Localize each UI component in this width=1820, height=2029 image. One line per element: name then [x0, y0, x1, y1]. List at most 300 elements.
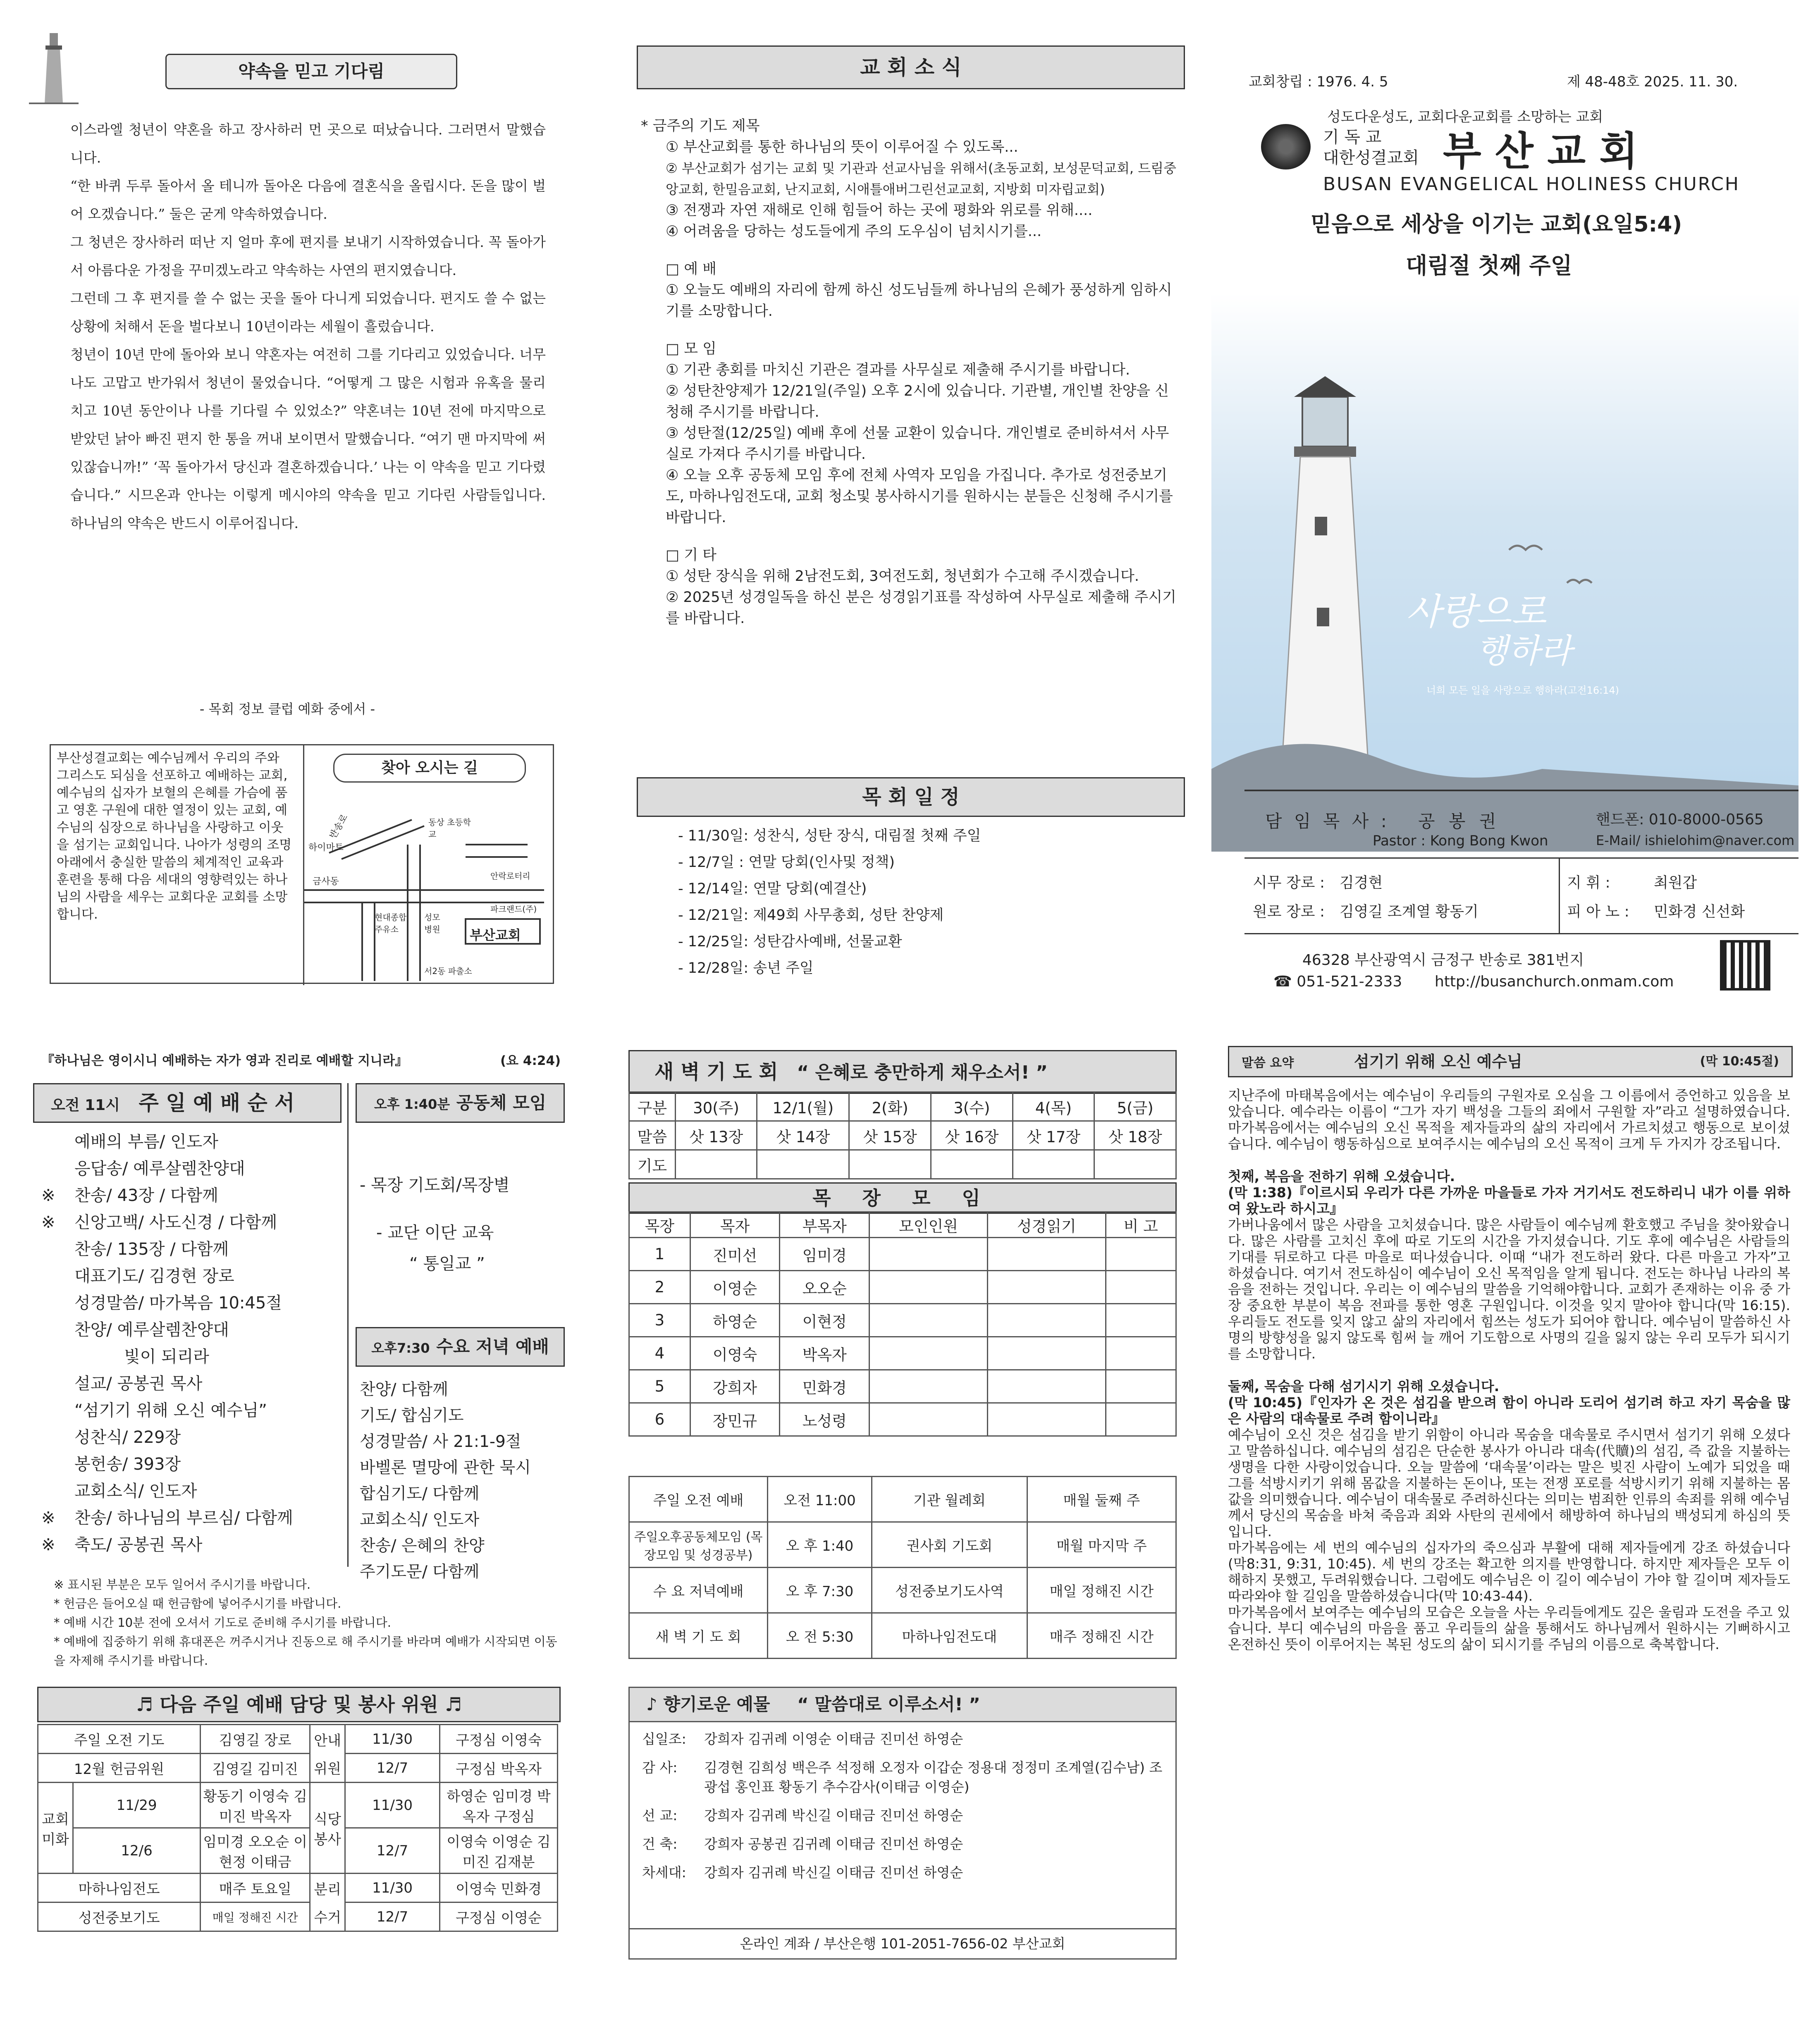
- offering-label: 감 사:: [642, 1759, 678, 1776]
- next-week-title: ♬ 다음 주일 예배 담당 및 봉사 위원 ♬: [37, 1687, 561, 1722]
- offering-label: 건 축:: [642, 1836, 678, 1852]
- cell: 성전중보기도: [38, 1902, 201, 1931]
- staff-label: 지 휘 :: [1567, 874, 1610, 891]
- order-item: [41, 1317, 339, 1344]
- cell: 안내: [310, 1725, 345, 1754]
- news-item: ② 2025년 성경일독을 하신 분은 성경읽기표를 작성하여 사무실로 제출해 주시기를 바랍니다.: [666, 589, 1176, 627]
- issue-number: 제 48-48호 2025. 11. 30.: [1567, 74, 1738, 90]
- map-label: 동상 초등학교: [428, 817, 471, 839]
- cell: [1106, 1337, 1176, 1370]
- cell: 민화경: [780, 1370, 869, 1403]
- cell: [869, 1370, 988, 1403]
- cell: 하영순: [690, 1304, 780, 1337]
- cell: [869, 1304, 988, 1337]
- schedule-item: - 12/7일 : 연말 당회(인사및 정책): [678, 854, 895, 871]
- story-source: - 목회 정보 클럽 예화 중에서 -: [199, 701, 375, 717]
- order-text: 예배의 부름/ 인도자: [74, 1132, 219, 1151]
- sermon-paragraph: 가버나움에서 많은 사람을 고치셨습니다. 많은 사람들이 예수님께 환호했고 주님을 찾아왔습니다. 많은 사람를 고치신 후에 따로 기도의 시간을 가지셨습니다. 기도 후에 예수님은 사람들의 기대를 뒤로하고 다른 마을로 떠나셨습니다. 이때 “내가 전도하러 왔다. 다른 마을고 가자”고 하셨습니다. 여기서 전도하심이 예수님이 오신 목적임을 알게 됩니다. 전도는 하나님 나라의 복음을 전하는 것입니다. 우리는 이 예수님의 말씀을 기억해야합니다. 교회가 존재하는 이유 중 가장 중요한 부분이 복음 전파를 통한 영혼 구원입니다. 이것을 잊지 말아야 합니다(막 16:15). 우리들도 전도를 잊지 않고 삶의 자리에서 힘쓰는 성도가 되어야 합니다. 예수님이 말씀하신 사명의 방향성을 잃지 않도록 힘써 늘 깨어 기도함으로 사명의 길을 잃지 않는 우리 모두가 되시기를 소망합니다.: [1228, 1217, 1790, 1362]
- wed-item: 교회소식/ 인도자: [360, 1511, 480, 1529]
- cell: 구정심 이영숙: [440, 1725, 558, 1754]
- story-paragraph: 그런데 그 후 편지를 쓸 수 없는 곳을 돌아 다니게 되었습니다. 편지도 쓸 수 없는 상황에 처해서 돈을 벌다보니 10년이라는 세월이 흘렀습니다.: [70, 290, 546, 334]
- order-item: [41, 1290, 339, 1317]
- cell: 기관 월례회: [872, 1477, 1027, 1522]
- cell: [987, 1403, 1106, 1436]
- times-table: [628, 1476, 1177, 1659]
- wed-header: [356, 1327, 565, 1367]
- cell: 매월 둘째 주: [1027, 1477, 1176, 1522]
- cell: 11/30: [345, 1874, 440, 1902]
- cell: 교회 미화: [38, 1783, 73, 1874]
- wed-list: [360, 1377, 558, 1585]
- sunday-title: 대림절 첫째 주일: [1406, 253, 1572, 279]
- map-label: 반송로: [327, 812, 350, 841]
- cell: 이현정: [780, 1304, 869, 1337]
- offering-header: [630, 1688, 1175, 1722]
- sermon-header: [1228, 1046, 1793, 1077]
- cell: 황동기 이영숙 김미진 박옥자: [201, 1783, 310, 1828]
- cell: 목장: [629, 1212, 690, 1238]
- cell: 부목자: [780, 1212, 869, 1238]
- cell: 주일 오전 기도: [38, 1725, 201, 1754]
- main-order-list: [41, 1129, 339, 1559]
- staff-grid: [1244, 857, 1799, 934]
- church-tel: ☎ 051-521-2333: [1273, 973, 1402, 990]
- section-heading: □ 예 배: [666, 261, 717, 277]
- staff-box: [1244, 790, 1799, 1014]
- main-title: 주 일 예 배 순 서: [139, 1091, 295, 1115]
- news-item: ① 기관 총회를 마치신 기관은 결과를 사무실로 제출해 주시기를 바랍니다.: [666, 362, 1130, 378]
- wed-item: 기도/ 합심기도: [360, 1406, 464, 1425]
- story-paragraph: 이스라엘 청년이 약혼을 하고 장사하러 먼 곳으로 떠났습니다. 그러면서 말했습니다.: [70, 122, 546, 166]
- cell: 수거: [310, 1902, 345, 1931]
- church-slogan: 믿음으로 세상을 이기는 교회(요일5:4): [1311, 212, 1682, 237]
- news-item: ② 성탄찬양제가 12/21일(주일) 오후 2시에 있습니다. 기관별, 개인별 찬양을 신청해 주시기를 바랍니다.: [666, 383, 1169, 420]
- cell: 목자: [690, 1212, 780, 1238]
- cell: 김영길 김미진: [201, 1754, 310, 1783]
- offering-label: 차세대:: [642, 1864, 686, 1881]
- offering-names: 강희자 김귀례 박신길 이태금 진미선 하영순: [704, 1807, 963, 1824]
- story-paragraph: 그 청년은 장사하러 떠난 지 얼마 후에 편지를 보내기 시작하였습니다. 꼭 돌아가서 아름다운 가정을 꾸미겠노라고 약속하는 사연의 편지였습니다.: [70, 234, 546, 278]
- cell: 3: [629, 1304, 690, 1337]
- sermon-paragraph: 마가복음에는 세 번의 예수님의 십자가의 죽으심과 부활에 대해 제자들에게 강조 하셨습니다(막8:31, 9:31, 10:45). 세 번의 강조는 확고한 의지를 반영합니다. 하지만 제자들은 모두 이해하지 못했고, 두려워했습니다. 그럼에도 예수님은 이 길이 예수님이 가야 할 길이며 제자들도 따라와야 할 길임을 말씀하셨습니다(막 10:43-44).: [1228, 1540, 1790, 1604]
- cell: [1013, 1150, 1094, 1179]
- denomination-line2: 대한성결교회: [1323, 148, 1419, 167]
- cell: 오오순: [780, 1271, 869, 1304]
- dawn-theme: “ 은혜로 충만하게 채우소서! ”: [797, 1062, 1048, 1083]
- cell: 3(수): [931, 1092, 1013, 1121]
- offering-names: 김경현 김희성 백은주 석정해 오정자 이갑순 정용대 정정미 조계열(김수남) 조광섭 홍인표 황동기 추수감사(이태금 이영순): [704, 1759, 1163, 1795]
- order-item: [41, 1370, 339, 1397]
- church-english-name: BUSAN EVANGELICAL HOLINESS CHURCH: [1323, 174, 1740, 195]
- map-label: 하이마트: [308, 843, 344, 853]
- cell: [987, 1337, 1106, 1370]
- cell: 오 전 5:30: [768, 1613, 872, 1659]
- order-text: 설교/ 공봉권 목사: [74, 1374, 203, 1393]
- offering-names: 강희자 공봉권 김귀례 이태금 진미선 하영순: [704, 1836, 963, 1852]
- cell: 오 후 7:30: [768, 1568, 872, 1613]
- email: E-Mail/ ishielohim@naver.com: [1596, 833, 1795, 848]
- sermon-heading: 둘째, 목숨을 다해 섬기시기 위해 오셨습니다.: [1228, 1378, 1500, 1394]
- prayer-item: ③ 전쟁과 자연 재해로 인해 힘들어 하는 곳에 평화와 위로를 위해....: [666, 202, 1093, 219]
- staff-label: 시무 장로 :: [1253, 874, 1325, 891]
- order-text: 빛이 되리라: [124, 1347, 209, 1366]
- news-item: ③ 성탄절(12/25일) 예배 후에 선물 교환이 있습니다. 개인별로 준비하셔서 사무실로 가져다 주시기를 바랍니다.: [666, 425, 1169, 463]
- stand-mark: ※: [41, 1535, 55, 1554]
- schedule-item: - 12/14일: 연말 당회(예결산): [678, 881, 867, 897]
- worship-notes: [54, 1575, 558, 1670]
- cell: 6: [629, 1403, 690, 1436]
- map-label: 금사동: [313, 876, 339, 887]
- sermon-paragraph: 예수님이 오신 것은 섬김을 받기 위함이 아니라 목숨을 대속물로 주시면서 섬기기 위해 오셨다고 말씀하십니다. 예수님의 섬김은 단순한 봉사가 아니라 대속(代贖)의 섬김, 즉 값을 지불하는 생명을 다한 사랑이었습니다. 오늘 말씀에 ‘대속물’이라는 말은 빚진 사람이 노예가 되었을 때 그를 석방시키기 위해 몸값을 지불하는 돈이나, 또는 전쟁 포로를 석방시키기 위해 지불하는 몸값을 의미했습니다. 예수님이 대속물로 주려하신다는 의미는 범죄한 인류의 속죄를 위해 예수님께서 당신의 목숨을 바쳐 죽음과 죄와 사탄의 권세에서 해방하여 하나님의 백성되게 하심의 뜻입니다.: [1228, 1427, 1790, 1540]
- order-text: 신앙고백/ 사도신경 / 다함께: [74, 1213, 277, 1232]
- cell: 12/7: [345, 1828, 440, 1874]
- schedule-item: - 12/28일: 송년 주일: [678, 960, 814, 976]
- cell: 삿 15장: [849, 1121, 931, 1150]
- staff-value: 민화경 신선화: [1654, 903, 1745, 920]
- cell: 2: [629, 1271, 690, 1304]
- schedule-item: - 12/25일: 성탄감사예배, 선물교환: [678, 933, 902, 950]
- cell: [1094, 1150, 1176, 1179]
- section-heading: □ 모 임: [666, 341, 717, 357]
- founded-date: 교회창립 : 1976. 4. 5: [1249, 74, 1388, 90]
- cell: 위원: [310, 1754, 345, 1783]
- cell: [675, 1150, 757, 1179]
- cell: 삿 16장: [931, 1121, 1013, 1150]
- cell: 모인인원: [869, 1212, 988, 1238]
- cell: [757, 1150, 849, 1179]
- sermon-verse: (막 10:45)『인자가 온 것은 섬김을 받으려 함이 아니라 도리어 섬기려 하고 자기 목숨을 많은 사람의 대속물로 주려 함이니라』: [1228, 1394, 1790, 1427]
- order-item: [41, 1129, 339, 1155]
- staff-value: 김경현: [1340, 874, 1383, 891]
- order-item: [41, 1209, 339, 1236]
- cell: 12/6: [73, 1828, 201, 1874]
- news-item: ① 성탄 장식을 위해 2남전도회, 3여전도회, 청년회가 수고해 주시겠습니다.: [666, 568, 1139, 585]
- cell: 구분: [629, 1092, 676, 1121]
- art-text-line1: 사랑으로: [1406, 590, 1547, 633]
- cell: 임미경: [780, 1238, 869, 1271]
- cell: 장민규: [690, 1403, 780, 1436]
- art-verse: 너희 모든 일을 사랑으로 행하라(고전16:14): [1426, 685, 1619, 696]
- lighthouse-illustration: [1211, 294, 1799, 852]
- cell: [1106, 1304, 1176, 1337]
- sermon-body: [1228, 1087, 1790, 1652]
- cell: 권사회 기도회: [872, 1522, 1027, 1568]
- story-body: [70, 116, 546, 537]
- sermon-label: 말씀 요약: [1242, 1056, 1294, 1070]
- cover-panel: [1211, 62, 1799, 1013]
- worship-verse: 『하나님은 영이시니 예배하는 자가 영과 진리로 예배할 지니라』: [41, 1053, 408, 1068]
- cell: 김영길 장로: [201, 1725, 310, 1754]
- offering-theme: “ 말씀대로 이루소서! ”: [797, 1694, 980, 1714]
- wed-item: 바벨론 멸망에 관한 묵시: [360, 1458, 531, 1477]
- cell: 매주 토요일: [201, 1874, 310, 1902]
- cell: [869, 1403, 988, 1436]
- stand-mark: ※: [41, 1186, 55, 1205]
- sermon-panel: [1224, 1046, 1799, 2009]
- wed-title: 수요 저녁 예배: [436, 1337, 549, 1357]
- cell: 성경읽기: [987, 1212, 1106, 1238]
- cell: [1106, 1238, 1176, 1271]
- cell: [869, 1271, 988, 1304]
- order-item: [41, 1505, 339, 1532]
- schedule-title: 목 회 일 정: [637, 777, 1185, 817]
- offering-list: [642, 1729, 1167, 1882]
- cell: 구정심 이영순: [440, 1902, 558, 1931]
- cell: [849, 1150, 931, 1179]
- order-item: [41, 1236, 339, 1263]
- story-panel: [25, 29, 550, 732]
- offering-title: ♪ 향기로운 예물: [646, 1694, 770, 1714]
- cell: [987, 1271, 1106, 1304]
- pm-header: [356, 1083, 565, 1123]
- cell: 새 벽 기 도 회: [629, 1613, 768, 1659]
- cell: 삿 18장: [1094, 1121, 1176, 1150]
- pm-title: 공동체 모임: [456, 1093, 547, 1113]
- offering-names: 강희자 김귀례 이영순 이태금 진미선 하영순: [704, 1731, 963, 1747]
- church-motto: 성도다운성도, 교회다운교회를 소망하는 교회: [1327, 109, 1603, 125]
- schedule-item: - 11/30일: 성찬식, 성탄 장식, 대림절 첫째 주일: [678, 828, 981, 844]
- section-heading: □ 기 타: [666, 547, 717, 563]
- staff-label: 원로 장로 :: [1253, 903, 1325, 920]
- pastor-name: 공 봉 권: [1418, 811, 1500, 831]
- cover-art: [1211, 294, 1799, 852]
- cell: 마하나임전도: [38, 1874, 201, 1902]
- sermon-paragraph: 지난주에 마태복음에서는 예수님이 우리들의 구원자로 오심을 그 이름에서 증언하고 있음을 보았습니다. 예수라는 이름이 “그가 자기 백성을 그들의 죄에서 구원할 자”라고 설명하였습니다. 마가복음에서는 예수님의 오신 목적을 제자들과의 삶의 자리에서 가르치셨고 행동으로 보이셨습니다. 예수님이 행동하심으로 보여주시는 예수님의 오신 목적이 크게 두 가지가 강조됩니다.: [1228, 1087, 1790, 1152]
- order-item: [41, 1478, 339, 1505]
- order-item: [41, 1397, 339, 1424]
- wed-item: 성경말씀/ 사 21:1-9절: [360, 1432, 521, 1451]
- staff-label: 피 아 노 :: [1567, 903, 1629, 920]
- cell: 이영숙 이영순 김미진 김재분: [440, 1828, 558, 1874]
- order-item: [41, 1155, 339, 1182]
- cell: 12/1(월): [757, 1092, 849, 1121]
- map-label: 파크랜드(주): [490, 904, 537, 914]
- cell: 하영순 임미경 박옥자 구정심: [440, 1783, 558, 1828]
- prayer-item: ② 부산교회가 섬기는 교회 및 기관과 선교사님을 위해서(초동교회, 보성문덕교회, 드림중앙교회, 한밀음교회, 난지교회, 시애틀애버그린선교교회, 지방회 미자립교회): [666, 160, 1176, 197]
- bank-account: 온라인 계좌 / 부산은행 101-2051-7656-02 부산교회: [630, 1928, 1175, 1958]
- cell: 말씀: [629, 1121, 676, 1150]
- cell: 매일 정해진 시간: [1027, 1568, 1176, 1613]
- news-item: ④ 오늘 오후 공동체 모임 후에 전체 사역자 모임을 가집니다. 추가로 성전중보기도, 마하나임전도대, 교회 청소및 봉사하시기를 원하시는 분들은 신청해 주시기를 바랍니다.: [666, 467, 1173, 526]
- cell: [869, 1238, 988, 1271]
- stand-mark: ※: [41, 1509, 55, 1528]
- cell: 강희자: [690, 1370, 780, 1403]
- story-title: 약속을 믿고 기다림: [165, 54, 457, 89]
- story-paragraph: 청년이 10년 만에 돌아와 보니 약혼자는 여전히 그를 기다리고 있었습니다. 너무나도 고맙고 반가워서 청년이 물었습니다. “어떻게 그 많은 시험과 유혹을 물리치고 10년 동안이나 나를 기다릴 수 있었소?” 약혼녀는 10년 전에 마지막으로 받았던 낡아 빠진 편지 한 통을 꺼내 보이면서 말했습니다. “여기 맨 마지막에 써있잖습니까!” ‘꼭 돌아가서 당신과 결혼하겠습니다.’ 나는 이 약속을 믿고 기다렸습니다.” 시므온과 안나는 이렇게 메시야의 약속을 믿고 기다린 사람들입니다. 하나님의 약속은 반드시 이루어집니다.: [70, 346, 546, 531]
- cell: 이영숙 민화경: [440, 1874, 558, 1902]
- order-text: 찬송/ 135장 / 다함께: [74, 1240, 229, 1259]
- pm-time: 오후 1:40분: [374, 1096, 450, 1112]
- staff-value: 김영길 조계열 황동기: [1340, 903, 1478, 920]
- schedule-list: [678, 823, 981, 981]
- cell: 4: [629, 1337, 690, 1370]
- news-item: ① 오늘도 예배의 자리에 함께 하신 성도님들께 하나님의 은혜가 풍성하게 임하시기를 소망합니다.: [666, 282, 1172, 320]
- church-url: http://busanchurch.onmam.com: [1435, 973, 1674, 990]
- pm-list: [360, 1170, 558, 1279]
- cell: 박옥자: [780, 1337, 869, 1370]
- dawn-title: 새 벽 기 도 회: [654, 1060, 778, 1084]
- cell: [1106, 1271, 1176, 1304]
- order-text: 교회소식/ 인도자: [74, 1482, 197, 1501]
- church-address: 46328 부산광역시 금정구 반송로 381번지: [1302, 952, 1584, 969]
- main-time: 오전 11시: [51, 1097, 120, 1114]
- cell: [987, 1370, 1106, 1403]
- qr-code-icon: [1720, 940, 1770, 991]
- dawn-header: [628, 1050, 1177, 1094]
- cell: [931, 1150, 1013, 1179]
- cell: 1: [629, 1238, 690, 1271]
- cell: [1106, 1403, 1176, 1436]
- note-item: * 예배 시간 10분 전에 오셔서 기도로 준비해 주시기를 바랍니다.: [54, 1616, 391, 1630]
- sermon-paragraph: 마가복음에서 보여주는 예수님의 모습은 오늘을 사는 우리들에게도 깊은 울림과 도전을 주고 있습니다. 부디 예수님의 마음을 품고 우리들의 삶을 통해서도 하나님께서 원하시는 기뻐하시고 온전하신 뜻이 이루어지는 복된 성도의 삶이 되시기를 주님의 이름으로 축복합니다.: [1228, 1604, 1790, 1652]
- mission-box: [50, 744, 554, 984]
- order-item: [41, 1424, 339, 1451]
- cell: 기도: [629, 1150, 676, 1179]
- note-item: * 헌금은 들어오실 때 헌금함에 넣어주시기를 바랍니다.: [54, 1597, 342, 1611]
- sermon-ref: (막 10:45절): [1700, 1054, 1779, 1069]
- order-text: 찬송/ 43장 / 다함께: [74, 1186, 218, 1205]
- cell: 오 후 1:40: [768, 1522, 872, 1568]
- cell: 주일오후공동체모임 (목장모임 및 성경공부): [629, 1522, 768, 1568]
- cell: 2(화): [849, 1092, 931, 1121]
- wed-item: 합심기도/ 다함께: [360, 1485, 480, 1503]
- story-paragraph: “한 바퀴 두루 돌아서 올 테니까 돌아온 다음에 결혼식을 올립시다. 돈을 많이 벌어 오겠습니다.” 둘은 굳게 약속하였습니다.: [70, 178, 546, 222]
- order-item: [41, 1263, 339, 1290]
- sermon-verse: (막 1:38)『이르시되 우리가 다른 가까운 마을들로 가자 거기서도 전도하리니 내가 이를 위하여 왔노라 하시고』: [1228, 1184, 1790, 1217]
- staff-value: 최원갑: [1654, 874, 1697, 891]
- cell: 매일 정해진 시간: [201, 1902, 310, 1931]
- order-text: 봉헌송/ 393장: [74, 1455, 181, 1474]
- note-item: * 예배에 집중하기 위해 휴대폰은 꺼주시거나 진동으로 해 주시기를 바라며 예배가 시작되면 이동을 자제해 주시기를 바랍니다.: [54, 1635, 557, 1668]
- cell: 수 요 저녁예배: [629, 1568, 768, 1613]
- news-body: [641, 116, 1182, 629]
- sermon-heading: 첫째, 복음을 전하기 위해 오셨습니다.: [1228, 1168, 1455, 1184]
- cell: 삿 14장: [757, 1121, 849, 1150]
- prayer-heading: * 금주의 기도 제목: [641, 118, 760, 134]
- cell: 진미선: [690, 1238, 780, 1271]
- cell: [987, 1238, 1106, 1271]
- map-title: 찾아 오시는 길: [333, 754, 526, 783]
- cell: [987, 1304, 1106, 1337]
- pm-item: “ 통일교 ”: [409, 1254, 485, 1273]
- worship-verse-ref: (요 4:24): [500, 1053, 561, 1068]
- cell: 마하나임전도대: [872, 1613, 1027, 1659]
- order-text: 성찬식/ 229장: [74, 1428, 181, 1447]
- cell: 12/7: [345, 1902, 440, 1931]
- order-item: [41, 1451, 339, 1478]
- art-text-line2: 행하라: [1476, 632, 1572, 670]
- map: [303, 745, 552, 985]
- cell: 노성령: [780, 1403, 869, 1436]
- offering-names: 강희자 김귀례 박신길 이태금 진미선 하영순: [704, 1864, 963, 1881]
- cell: 식당 봉사: [310, 1783, 345, 1874]
- pm-item: - 교단 이단 교육: [376, 1223, 494, 1242]
- order-text: 응답송/ 예루살렘찬양대: [74, 1159, 245, 1178]
- worship-panel: [29, 1050, 566, 2001]
- cell: 구정심 박옥자: [440, 1754, 558, 1783]
- cell: 4(목): [1013, 1092, 1094, 1121]
- map-label: 안락로터리: [490, 871, 530, 881]
- cell: 매주 정해진 시간: [1027, 1613, 1176, 1659]
- lighthouse-icon: [29, 29, 79, 107]
- cell: 5(금): [1094, 1092, 1176, 1121]
- dawn-panel: [628, 1050, 1182, 2001]
- map-label: 현대종합 주유소: [375, 912, 407, 934]
- cell: 30(주): [675, 1092, 757, 1121]
- cell-table: [628, 1211, 1177, 1437]
- order-item: [41, 1532, 339, 1559]
- note-item: ※ 표시된 부분은 모두 일어서 주시기를 바랍니다.: [54, 1578, 311, 1592]
- cell: 12월 헌금위원: [38, 1754, 201, 1783]
- wed-item: 주기도문/ 다함께: [360, 1563, 480, 1581]
- stand-mark: ※: [41, 1213, 55, 1232]
- offering-box: [628, 1687, 1177, 1960]
- church-logo: [1261, 124, 1311, 169]
- pastor-label: 담 임 목 사 :: [1265, 811, 1390, 831]
- news-panel: [637, 45, 1187, 988]
- cell: 5: [629, 1370, 690, 1403]
- cell: 오전 11:00: [768, 1477, 872, 1522]
- order-text: 성경말씀/ 마가복음 10:45절: [74, 1294, 282, 1313]
- offering-label: 선 교:: [642, 1807, 678, 1824]
- cell: 이영숙: [690, 1337, 780, 1370]
- cell: 11/30: [345, 1725, 440, 1754]
- cell: [869, 1337, 988, 1370]
- cell: 12/7: [345, 1754, 440, 1783]
- next-week-table: [37, 1724, 558, 1932]
- schedule-item: - 12/21일: 제49회 사무총회, 성탄 찬양제: [678, 907, 944, 924]
- order-text: 대표기도/ 김경현 장로: [74, 1267, 234, 1286]
- order-text: 축도/ 공봉권 목사: [74, 1535, 203, 1554]
- cell: 11/30: [345, 1783, 440, 1828]
- order-text: 찬양/ 예루살렘찬양대: [74, 1320, 229, 1339]
- cell: 매월 마지막 주: [1027, 1522, 1176, 1568]
- main-order-header: [33, 1083, 342, 1123]
- cell: 임미경 오오순 이현정 이태금: [201, 1828, 310, 1874]
- cell: 삿 17장: [1013, 1121, 1094, 1150]
- phone-number: 핸드폰: 010-8000-0565: [1596, 811, 1764, 828]
- prayer-item: ① 부산교회를 통한 하나님의 뜻이 이루어질 수 있도록...: [666, 139, 1018, 155]
- church-name: 부 산 교 회: [1443, 128, 1638, 174]
- order-item: [41, 1344, 339, 1370]
- cell: 성전중보기도사역: [872, 1568, 1027, 1613]
- cell: 이영순: [690, 1271, 780, 1304]
- mission-text: 부산성결교회는 예수님께서 우리의 주와 그리스도 되심을 선포하고 예배하는 교회, 예수님의 십자가 보혈의 은혜를 가슴에 품고 영혼 구원에 대한 열정이 있는 교회, 예수님의 심장으로 하나님을 사랑하고 이웃을 섬기는 교회입니다. 나아가 성령의 조명 아래에서 충실한 말씀의 체계적인 교육과 훈련을 통해 다음 세대의 영향력있는 하나님의 사람을 세우는 교회다운 교회를 소망합니다.: [57, 751, 292, 922]
- cell-title: 목 장 모 임: [628, 1182, 1177, 1214]
- map-label: 서2동 파출소: [424, 966, 472, 976]
- news-title: 교 회 소 식: [637, 45, 1185, 89]
- cell: 삿 13장: [675, 1121, 757, 1150]
- wed-item: 찬송/ 은혜의 찬양: [360, 1537, 485, 1555]
- wed-item: 찬양/ 다함께: [360, 1380, 448, 1399]
- cell: 분리: [310, 1874, 345, 1902]
- offering-label: 십일조:: [642, 1731, 686, 1747]
- order-text: 찬송/ 하나님의 부르심/ 다함께: [74, 1509, 293, 1528]
- cell: 비 고: [1106, 1212, 1176, 1238]
- dawn-table: [628, 1091, 1177, 1179]
- cell: 11/29: [73, 1783, 201, 1828]
- order-text: “섬기기 위해 오신 예수님”: [74, 1401, 267, 1420]
- denomination-line1: 기 독 교: [1323, 128, 1382, 147]
- prayer-item: ④ 어려움을 당하는 성도들에게 주의 도우심이 넘치시기를...: [666, 223, 1042, 240]
- order-item: [41, 1182, 339, 1209]
- map-church-label: 부산교회: [470, 927, 521, 943]
- cell: [1106, 1370, 1176, 1403]
- map-label: 성모 병원: [424, 912, 440, 934]
- sermon-title: 섬기기 위해 오신 예수님: [1354, 1053, 1522, 1071]
- cell: 주일 오전 예배: [629, 1477, 768, 1522]
- wed-time: 오후7:30: [371, 1340, 430, 1356]
